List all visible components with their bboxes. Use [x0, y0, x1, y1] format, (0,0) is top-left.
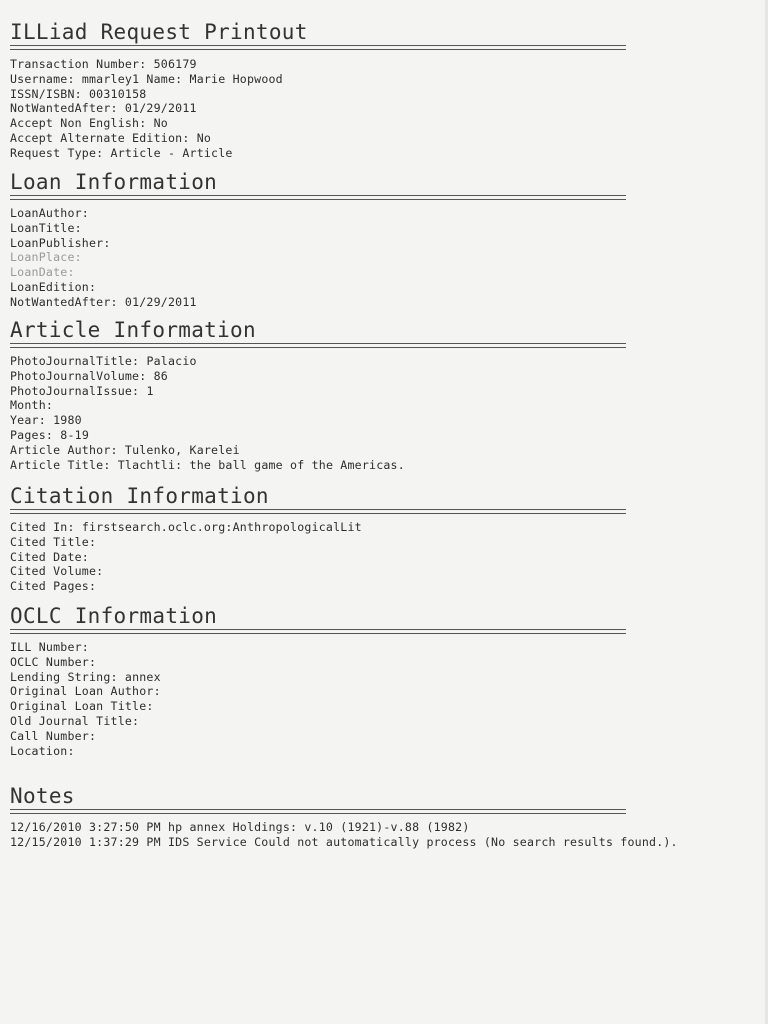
field-loan-not-wanted-after: NotWantedAfter: 01/29/2011 — [10, 294, 197, 309]
field-article-author: Article Author: Tulenko, Karelei — [10, 442, 240, 457]
field-accept-alternate-edition: Accept Alternate Edition: No — [10, 130, 212, 145]
oclc-section — [10, 604, 626, 758]
field-location: Location: — [10, 743, 75, 758]
field-cited-title: Cited Title: — [10, 534, 97, 549]
field-cited-pages: Cited Pages: — [10, 579, 97, 594]
field-loan-author: LoanAuthor: — [10, 206, 89, 220]
field-photo-journal-issue: PhotoJournalIssue: 1 — [10, 383, 154, 398]
field-oclc-number: OCLC Number: — [10, 654, 97, 669]
header-section — [10, 20, 626, 161]
notes-heading: Notes — [10, 784, 75, 808]
field-loan-date: LoanDate: — [10, 265, 75, 280]
oclc-rule — [10, 629, 626, 634]
field-accept-non-english: Accept Non English: No — [10, 116, 168, 131]
field-transaction-number: Transaction Number: 506179 — [10, 57, 197, 71]
field-cited-date: Cited Date: — [10, 549, 89, 564]
field-loan-publisher: LoanPublisher: — [10, 235, 111, 250]
citation-rule — [10, 509, 626, 514]
citation-heading: Citation Information — [10, 484, 269, 508]
field-ill-number: ILL Number: — [10, 640, 89, 654]
page-title: ILLiad Request Printout — [10, 20, 308, 44]
notes-section — [10, 784, 750, 850]
field-article-title: Article Title: Tlachtli: the ball game of the Americas. — [10, 457, 405, 472]
article-section — [10, 318, 626, 472]
field-photo-journal-title: PhotoJournalTitle: Palacio — [10, 354, 197, 368]
article-fields — [10, 354, 626, 472]
field-pages: Pages: 8-19 — [10, 427, 90, 442]
citation-section — [10, 484, 626, 594]
field-request-type: Request Type: Article - Article — [10, 145, 233, 160]
field-original-loan-author: Original Loan Author: — [10, 684, 161, 699]
loan-fields — [10, 206, 626, 310]
field-loan-title: LoanTitle: — [10, 220, 82, 235]
field-cited-volume: Cited Volume: — [10, 564, 104, 579]
field-photo-journal-volume: PhotoJournalVolume: 86 — [10, 368, 168, 383]
oclc-fields — [10, 640, 626, 758]
field-issn-isbn: ISSN/ISBN: 00310158 — [10, 86, 147, 101]
field-month: Month: — [10, 398, 54, 413]
request-fields — [10, 57, 626, 161]
field-call-number: Call Number: — [10, 728, 97, 743]
loan-rule — [10, 195, 626, 200]
title-rule — [10, 45, 626, 50]
article-rule — [10, 343, 626, 348]
field-not-wanted-after: NotWantedAfter: 01/29/2011 — [10, 101, 197, 116]
note-entry: 12/16/2010 3:27:50 PM hp annex Holdings: v.10 (1921)-v.88 (1982) — [10, 820, 470, 834]
field-year: Year: 1980 — [10, 413, 82, 428]
field-cited-in: Cited In: firstsearch.oclc.org:AnthropologicalLit — [10, 520, 362, 534]
article-heading: Article Information — [10, 318, 256, 342]
field-original-loan-title: Original Loan Title: — [10, 699, 154, 714]
field-lending-string: Lending String: annex — [10, 669, 161, 684]
field-loan-edition: LoanEdition: — [10, 279, 97, 294]
notes-entries — [10, 820, 750, 850]
field-old-journal-title: Old Journal Title: — [10, 713, 140, 728]
field-username: Username: mmarley1 Name: Marie Hopwood — [10, 71, 283, 86]
field-loan-place: LoanPlace: — [10, 250, 82, 265]
oclc-heading: OCLC Information — [10, 604, 218, 628]
loan-heading: Loan Information — [10, 170, 218, 194]
loan-section — [10, 170, 626, 310]
citation-fields — [10, 520, 626, 594]
note-entry: 12/15/2010 1:37:29 PM IDS Service Could not automatically process (No search results found.). — [10, 834, 678, 849]
notes-rule — [10, 809, 626, 814]
